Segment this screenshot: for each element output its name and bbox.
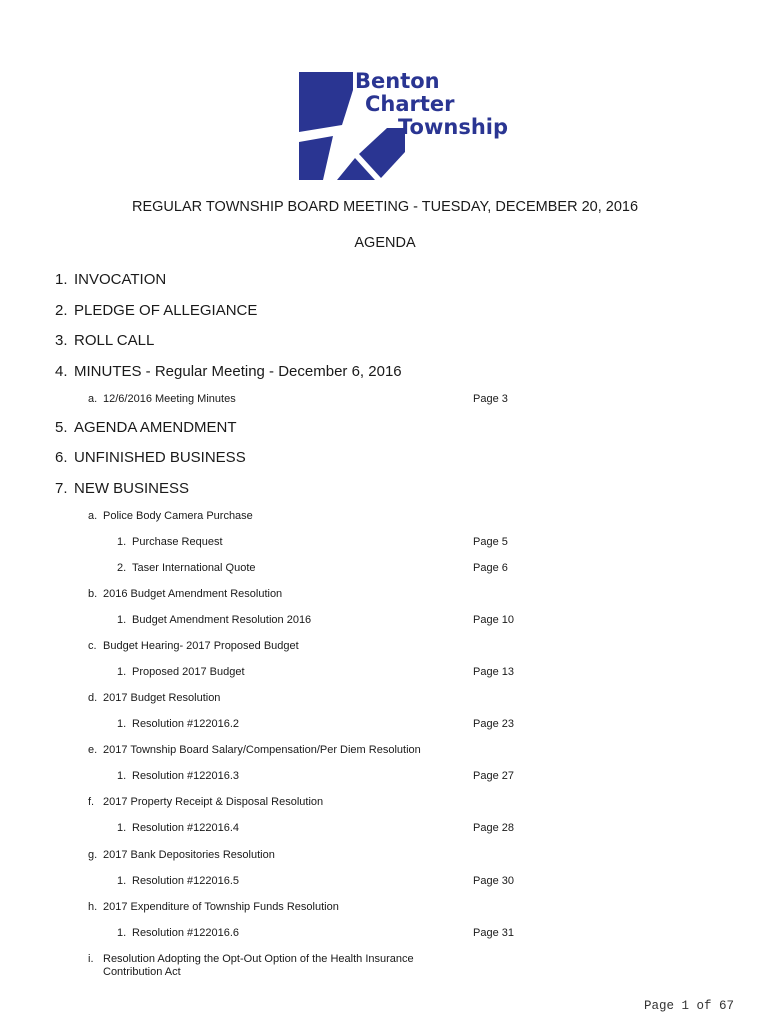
page-ref: Page 28 <box>473 822 514 834</box>
logo-line-2: Charter <box>365 92 455 116</box>
sub-sub-item-resolution-6: 1. Resolution #122016.6 <box>117 927 240 939</box>
sub-item-budget-hearing: c. Budget Hearing- 2017 Proposed Budget <box>88 640 299 652</box>
sub-item-meeting-minutes: a. 12/6/2016 Meeting Minutes <box>88 393 236 405</box>
sub-item-budget-amendment: b. 2016 Budget Amendment Resolution <box>88 588 283 600</box>
sub-sub-item-resolution-2: 1. Resolution #122016.2 <box>117 718 240 730</box>
sub-sub-item-resolution-5: 1. Resolution #122016.5 <box>117 875 240 887</box>
agenda-item-new-business: 7. NEW BUSINESS <box>55 480 190 497</box>
sub-sub-item-proposed-budget: 1. Proposed 2017 Budget <box>117 666 245 678</box>
page-ref: Page 6 <box>473 562 508 574</box>
sub-item-budget-resolution: d. 2017 Budget Resolution <box>88 692 221 704</box>
page-ref: Page 30 <box>473 875 514 887</box>
sub-item-body-camera: a. Police Body Camera Purchase <box>88 510 253 522</box>
page-ref: Page 27 <box>473 770 514 782</box>
agenda-item-unfinished-business: 6. UNFINISHED BUSINESS <box>55 449 246 466</box>
agenda-heading: AGENDA <box>354 235 416 251</box>
page-ref: Page 10 <box>473 614 514 626</box>
logo-line-3: Township <box>398 115 508 139</box>
sub-sub-item-purchase-request: 1. Purchase Request <box>117 536 223 548</box>
agenda-item-minutes: 4. MINUTES - Regular Meeting - December 6, 2016 <box>55 363 402 380</box>
page-ref: Page 3 <box>473 393 508 405</box>
page-ref: Page 31 <box>473 927 514 939</box>
sub-item-salary-resolution: e. 2017 Township Board Salary/Compensation/Per Diem Resolution <box>88 744 421 756</box>
township-logo <box>297 70 512 182</box>
agenda-item-roll-call: 3. ROLL CALL <box>55 332 155 349</box>
agenda-item-amendment: 5. AGENDA AMENDMENT <box>55 419 237 436</box>
page-ref: Page 23 <box>473 718 514 730</box>
sub-item-property-resolution: f. 2017 Property Receipt & Disposal Resolution <box>88 796 324 808</box>
agenda-item-invocation: 1. INVOCATION <box>55 271 167 288</box>
sub-sub-item-resolution-3: 1. Resolution #122016.3 <box>117 770 240 782</box>
sub-sub-item-budget-amendment-resolution: 1. Budget Amendment Resolution 2016 <box>117 614 312 626</box>
page-ref: Page 5 <box>473 536 508 548</box>
page-ref: Page 13 <box>473 666 514 678</box>
logo-line-1: Benton <box>355 69 440 93</box>
logo-text <box>355 70 508 139</box>
agenda-item-pledge: 2. PLEDGE OF ALLEGIANCE <box>55 302 258 319</box>
meeting-title: REGULAR TOWNSHIP BOARD MEETING - TUESDAY, DECEMBER 20, 2016 <box>131 199 639 215</box>
sub-item-expenditure-resolution: h. 2017 Expenditure of Township Funds Resolution <box>88 901 339 913</box>
sub-sub-item-taser-quote: 2. Taser International Quote <box>117 562 256 574</box>
sub-item-bank-depositories: g. 2017 Bank Depositories Resolution <box>88 849 275 861</box>
sub-item-opt-out-resolution: i. Resolution Adopting the Opt-Out Option of the Health Insurance Contribution Act <box>88 953 414 978</box>
page-number: Page 1 of 67 <box>643 999 734 1013</box>
sub-sub-item-resolution-4: 1. Resolution #122016.4 <box>117 822 240 834</box>
